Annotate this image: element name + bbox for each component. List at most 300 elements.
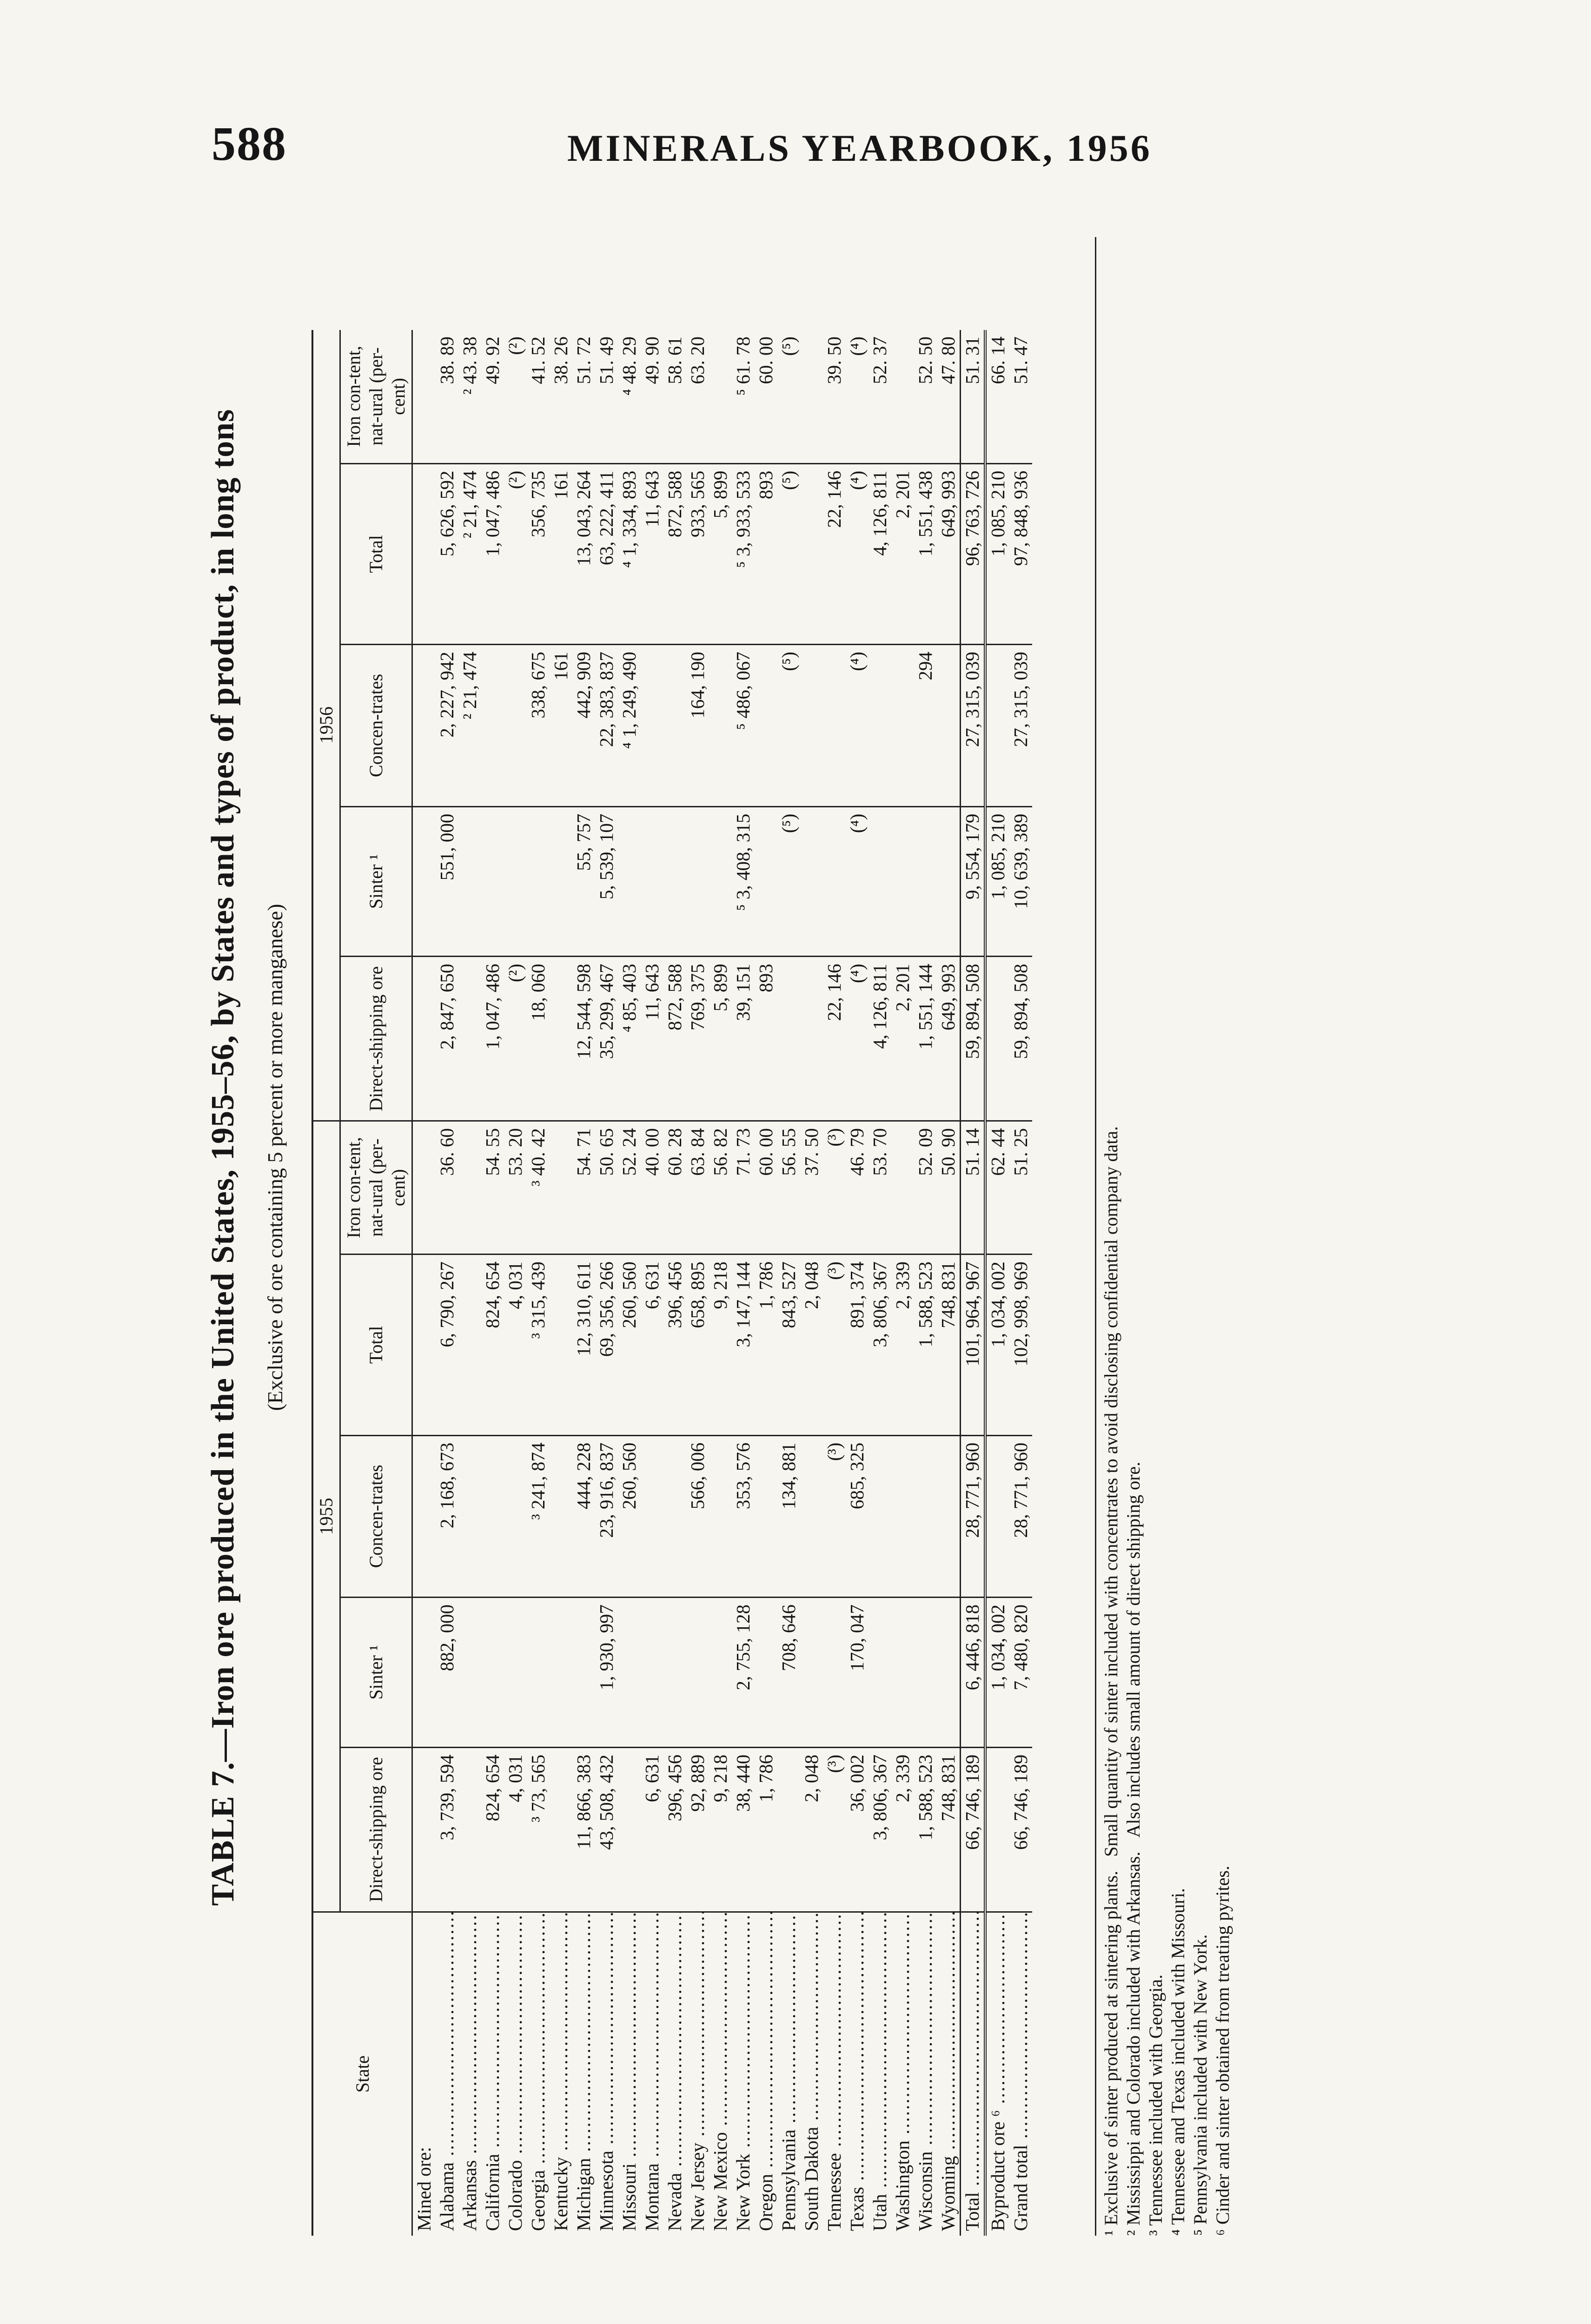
- table-row-south-dakota: [800, 330, 823, 2236]
- cell-concentrates-1955: [937, 1435, 961, 1597]
- cell-concentrates-1956: 442, 909: [572, 645, 595, 806]
- cell-sinter-1955: [550, 1598, 572, 1748]
- cell-total-1955: 824, 654: [481, 1254, 504, 1435]
- cell-concentrates-1955: 353, 576: [732, 1435, 755, 1597]
- cell-direct-shipping-1956: [458, 957, 481, 1121]
- table-row-byproduct-ore: [985, 330, 1009, 2236]
- cell-iron-content-1955: 54. 71: [572, 1121, 595, 1254]
- cell-total-1955: 2, 339: [891, 1254, 914, 1435]
- cell-concentrates-1956: (⁴): [846, 645, 868, 806]
- cell-concentrates-1955: 28, 771, 960: [1009, 1435, 1032, 1597]
- cell-total-1955: 396, 456: [663, 1254, 686, 1435]
- row-label: Wisconsin .....: [915, 1912, 936, 2231]
- page-number: 588: [212, 117, 287, 171]
- cell-total-1956: 63, 222, 411: [595, 463, 618, 644]
- cell-total-1955: 3, 806, 367: [868, 1254, 891, 1435]
- cell-iron-content-1956: 51. 49: [595, 330, 618, 463]
- cell-concentrates-1955: [504, 1435, 527, 1597]
- cell-direct-shipping-1955: 92, 889: [686, 1747, 709, 1912]
- row-label: Utah .....: [869, 1912, 890, 2231]
- cell-concentrates-1955: [663, 1435, 686, 1597]
- cell-direct-shipping-1955: 11, 866, 383: [572, 1747, 595, 1912]
- cell-iron-content-1956: ⁵ 61. 78: [732, 330, 755, 463]
- col-header-iron-content-1955: Iron con-tent, nat-ural (per-cent): [340, 1121, 412, 1254]
- cell-direct-shipping-1955: 36, 002: [846, 1747, 868, 1912]
- cell-direct-shipping-1955: (³): [823, 1747, 846, 1912]
- cell-total-1956: 5, 899: [709, 463, 732, 644]
- row-label: Oregon .....: [755, 1912, 776, 2231]
- table-subtitle: (Exclusive of ore containing 5 percent or more manganese): [263, 904, 287, 1411]
- cell-total-1955: 102, 998, 969: [1009, 1254, 1032, 1435]
- cell-sinter-1956: [641, 806, 663, 957]
- footnote-4: ⁴ Tennessee and Texas included with Missouri.: [1167, 1888, 1188, 2236]
- cell-total-1956: 4, 126, 811: [868, 463, 891, 644]
- cell-total-1955: 6, 631: [641, 1254, 663, 1435]
- row-label: Total .....: [961, 1912, 983, 2231]
- cell-concentrates-1955: 134, 881: [777, 1435, 800, 1597]
- cell-total-1956: (²): [504, 463, 527, 644]
- cell-sinter-1956: [937, 806, 961, 957]
- cell-sinter-1956: [550, 806, 572, 957]
- cell-iron-content-1955: 71. 73: [732, 1121, 755, 1254]
- cell-total-1955: 1, 588, 523: [914, 1254, 937, 1435]
- cell-iron-content-1956: [709, 330, 732, 463]
- cell-sinter-1956: [755, 806, 777, 957]
- cell-sinter-1955: [686, 1598, 709, 1748]
- cell-total-1956: ⁵ 3, 933, 533: [732, 463, 755, 644]
- cell-concentrates-1956: [891, 645, 914, 806]
- cell-total-1956: 872, 588: [663, 463, 686, 644]
- cell-iron-content-1956: ⁴ 48. 29: [618, 330, 641, 463]
- cell-concentrates-1956: [800, 645, 823, 806]
- cell-total-1956: 161: [550, 463, 572, 644]
- cell-iron-content-1955: (³): [823, 1121, 846, 1254]
- cell-sinter-1956: [618, 806, 641, 957]
- cell-concentrates-1956: [504, 645, 527, 806]
- cell-concentrates-1955: [709, 1435, 732, 1597]
- cell-total-1956: 96, 763, 726: [961, 463, 986, 644]
- cell-concentrates-1955: [891, 1435, 914, 1597]
- cell-total-1956: [800, 463, 823, 644]
- cell-sinter-1955: [800, 1598, 823, 1748]
- cell-direct-shipping-1955: 824, 654: [481, 1747, 504, 1912]
- table-row-new-york: [732, 330, 755, 2236]
- row-label: Grand total .....: [1010, 1912, 1031, 2231]
- cell-sinter-1955: [823, 1598, 846, 1748]
- cell-sinter-1955: [891, 1598, 914, 1748]
- cell-direct-shipping-1955: 6, 631: [641, 1747, 663, 1912]
- cell-sinter-1955: 7, 480, 820: [1009, 1598, 1032, 1748]
- cell-sinter-1956: ⁵ 3, 408, 315: [732, 806, 755, 957]
- row-label: Texas .....: [846, 1912, 868, 2231]
- cell-direct-shipping-1956: 5, 899: [709, 957, 732, 1121]
- row-label: Wyoming .....: [937, 1912, 959, 2231]
- cell-concentrates-1956: (⁵): [777, 645, 800, 806]
- cell-total-1955: 1, 034, 002: [985, 1254, 1009, 1435]
- cell-iron-content-1956: 52. 37: [868, 330, 891, 463]
- cell-sinter-1955: [914, 1598, 937, 1748]
- cell-concentrates-1956: [481, 645, 504, 806]
- cell-direct-shipping-1955: 3, 806, 367: [868, 1747, 891, 1912]
- cell-iron-content-1955: ³ 40. 42: [527, 1121, 550, 1254]
- cell-concentrates-1955: [800, 1435, 823, 1597]
- col-header-sinter-1956: Sinter ¹: [340, 806, 412, 957]
- cell-iron-content-1955: 36. 60: [436, 1121, 458, 1254]
- cell-sinter-1956: [891, 806, 914, 957]
- cell-total-1956: 11, 643: [641, 463, 663, 644]
- row-label: Michigan .....: [573, 1912, 594, 2231]
- col-header-direct-shipping-1956: Direct-shipping ore: [340, 957, 412, 1121]
- cell-sinter-1956: (⁵): [777, 806, 800, 957]
- table-row-california: [481, 330, 504, 2236]
- cell-total-1955: 9, 218: [709, 1254, 732, 1435]
- cell-sinter-1956: 10, 639, 389: [1009, 806, 1032, 957]
- cell-total-1955: 891, 374: [846, 1254, 868, 1435]
- cell-direct-shipping-1955: 43, 508, 432: [595, 1747, 618, 1912]
- cell-concentrates-1956: [641, 645, 663, 806]
- cell-concentrates-1955: [914, 1435, 937, 1597]
- cell-total-1956: 933, 565: [686, 463, 709, 644]
- cell-sinter-1956: [481, 806, 504, 957]
- cell-direct-shipping-1955: [777, 1747, 800, 1912]
- cell-concentrates-1955: 23, 916, 837: [595, 1435, 618, 1597]
- cell-iron-content-1956: 66. 14: [985, 330, 1009, 463]
- cell-direct-shipping-1956: 1, 551, 144: [914, 957, 937, 1121]
- cell-concentrates-1956: ² 21, 474: [458, 645, 481, 806]
- cell-direct-shipping-1956: 893: [755, 957, 777, 1121]
- row-label: Washington .....: [892, 1912, 913, 2231]
- cell-direct-shipping-1956: 59, 894, 508: [1009, 957, 1032, 1121]
- cell-concentrates-1956: ⁴ 1, 249, 490: [618, 645, 641, 806]
- cell-direct-shipping-1955: 38, 440: [732, 1747, 755, 1912]
- section-label-mined-ore: Mined ore:: [413, 2146, 435, 2231]
- cell-iron-content-1955: 62. 44: [985, 1121, 1009, 1254]
- cell-concentrates-1955: 28, 771, 960: [961, 1435, 986, 1597]
- cell-direct-shipping-1955: ³ 73, 565: [527, 1747, 550, 1912]
- stub-header: State: [312, 1912, 412, 2236]
- row-label: New York .....: [732, 1912, 754, 2231]
- row-label: Pennsylvania .....: [778, 1912, 799, 2231]
- cell-iron-content-1955: 51. 25: [1009, 1121, 1032, 1254]
- cell-direct-shipping-1955: 396, 456: [663, 1747, 686, 1912]
- cell-concentrates-1956: 161: [550, 645, 572, 806]
- table-title: TABLE 7.—Iron ore produced in the United States, 1955–56, by States and types of product, in long tons: [205, 409, 241, 1906]
- col-header-total-1956: Total: [340, 463, 412, 644]
- cell-total-1956: 1, 551, 438: [914, 463, 937, 644]
- cell-concentrates-1956: 294: [914, 645, 937, 806]
- cell-sinter-1956: [686, 806, 709, 957]
- iron-ore-table: [312, 330, 1032, 2236]
- cell-iron-content-1955: 60. 28: [663, 1121, 686, 1254]
- cell-iron-content-1955: 46. 79: [846, 1121, 868, 1254]
- cell-direct-shipping-1956: 2, 201: [891, 957, 914, 1121]
- cell-iron-content-1955: 52. 24: [618, 1121, 641, 1254]
- cell-sinter-1955: [663, 1598, 686, 1748]
- table-row-michigan: [572, 330, 595, 2236]
- cell-total-1955: 843, 527: [777, 1254, 800, 1435]
- cell-direct-shipping-1956: 2, 847, 650: [436, 957, 458, 1121]
- row-label: Arkansas .....: [459, 1912, 480, 2231]
- table-row-montana: [641, 330, 663, 2236]
- cell-total-1955: [458, 1254, 481, 1435]
- cell-total-1955: 4, 031: [504, 1254, 527, 1435]
- cell-sinter-1955: [641, 1598, 663, 1748]
- cell-iron-content-1955: 56. 55: [777, 1121, 800, 1254]
- row-label: Alabama .....: [436, 1912, 457, 2231]
- cell-total-1955: ³ 315, 439: [527, 1254, 550, 1435]
- cell-iron-content-1956: 51. 47: [1009, 330, 1032, 463]
- cell-sinter-1956: [458, 806, 481, 957]
- cell-concentrates-1955: 566, 006: [686, 1435, 709, 1597]
- cell-direct-shipping-1955: [618, 1747, 641, 1912]
- cell-concentrates-1956: [709, 645, 732, 806]
- cell-total-1956: 1, 085, 210: [985, 463, 1009, 644]
- table-row-oregon: [755, 330, 777, 2236]
- cell-concentrates-1956: 27, 315, 039: [1009, 645, 1032, 806]
- table-row-wyoming: [937, 330, 961, 2236]
- cell-sinter-1955: [709, 1598, 732, 1748]
- table-row-utah: [868, 330, 891, 2236]
- cell-total-1956: ⁴ 1, 334, 893: [618, 463, 641, 644]
- cell-total-1956: ² 21, 474: [458, 463, 481, 644]
- cell-direct-shipping-1956: [777, 957, 800, 1121]
- cell-sinter-1955: 882, 000: [436, 1598, 458, 1748]
- cell-total-1955: 101, 964, 967: [961, 1254, 986, 1435]
- col-header-total-1955: Total: [340, 1254, 412, 1435]
- cell-iron-content-1955: 54. 55: [481, 1121, 504, 1254]
- cell-total-1955: 748, 831: [937, 1254, 961, 1435]
- cell-iron-content-1955: 63. 84: [686, 1121, 709, 1254]
- cell-direct-shipping-1955: 1, 588, 523: [914, 1747, 937, 1912]
- cell-total-1955: 260, 560: [618, 1254, 641, 1435]
- cell-iron-content-1955: [458, 1121, 481, 1254]
- cell-sinter-1955: 6, 446, 818: [961, 1598, 986, 1748]
- cell-sinter-1955: [937, 1598, 961, 1748]
- cell-direct-shipping-1956: [985, 957, 1009, 1121]
- cell-iron-content-1956: 58. 61: [663, 330, 686, 463]
- cell-iron-content-1956: 47. 80: [937, 330, 961, 463]
- rotated-table-page: [186, 42, 1279, 2273]
- row-label: Kentucky .....: [550, 1912, 571, 2231]
- table-row-colorado: [504, 330, 527, 2236]
- cell-sinter-1955: [618, 1598, 641, 1748]
- cell-direct-shipping-1956: 649, 993: [937, 957, 961, 1121]
- cell-iron-content-1955: [891, 1121, 914, 1254]
- cell-iron-content-1956: [800, 330, 823, 463]
- footnote-3: ³ Tennessee included with Georgia.: [1145, 1974, 1166, 2236]
- cell-concentrates-1955: 685, 325: [846, 1435, 868, 1597]
- row-label: South Dakota .....: [801, 1912, 822, 2231]
- cell-total-1956: 2, 201: [891, 463, 914, 644]
- cell-direct-shipping-1955: 2, 048: [800, 1747, 823, 1912]
- cell-concentrates-1956: [937, 645, 961, 806]
- table-row-new-mexico: [709, 330, 732, 2236]
- row-label: New Mexico .....: [709, 1912, 731, 2231]
- cell-iron-content-1955: 60. 00: [755, 1121, 777, 1254]
- row-label: Missouri .....: [618, 1912, 640, 2231]
- cell-sinter-1955: 1, 930, 997: [595, 1598, 618, 1748]
- year-header-1956: 1956: [312, 330, 340, 1121]
- cell-iron-content-1956: (⁴): [846, 330, 868, 463]
- cell-direct-shipping-1956: ⁴ 85, 403: [618, 957, 641, 1121]
- footnote-2-continued: Also includes small amount of direct shipping ore.: [1123, 1461, 1144, 1838]
- cell-iron-content-1956: 63. 20: [686, 330, 709, 463]
- cell-sinter-1956: [800, 806, 823, 957]
- cell-iron-content-1956: ² 43. 38: [458, 330, 481, 463]
- cell-total-1955: (³): [823, 1254, 846, 1435]
- cell-concentrates-1956: 22, 383, 837: [595, 645, 618, 806]
- cell-concentrates-1956: [755, 645, 777, 806]
- cell-concentrates-1955: [481, 1435, 504, 1597]
- cell-sinter-1955: [527, 1598, 550, 1748]
- cell-direct-shipping-1956: 1, 047, 486: [481, 957, 504, 1121]
- cell-total-1956: (⁵): [777, 463, 800, 644]
- cell-iron-content-1955: 40. 00: [641, 1121, 663, 1254]
- cell-concentrates-1956: 27, 315, 039: [961, 645, 986, 806]
- cell-sinter-1956: 9, 554, 179: [961, 806, 986, 957]
- row-label: Tennessee .....: [823, 1912, 845, 2231]
- cell-sinter-1955: 170, 047: [846, 1598, 868, 1748]
- cell-iron-content-1955: 53. 70: [868, 1121, 891, 1254]
- cell-concentrates-1955: [550, 1435, 572, 1597]
- cell-direct-shipping-1955: 66, 746, 189: [961, 1747, 986, 1912]
- cell-total-1956: 22, 146: [823, 463, 846, 644]
- table-row-total: [961, 330, 986, 2236]
- cell-total-1956: 97, 848, 936: [1009, 463, 1032, 644]
- row-label: Byproduct ore ⁶ .....: [987, 1912, 1008, 2231]
- cell-iron-content-1956: 51. 72: [572, 330, 595, 463]
- cell-sinter-1956: [527, 806, 550, 957]
- cell-sinter-1955: 1, 034, 002: [985, 1598, 1009, 1748]
- cell-iron-content-1955: 52. 09: [914, 1121, 937, 1254]
- cell-sinter-1956: 55, 757: [572, 806, 595, 957]
- cell-concentrates-1956: [868, 645, 891, 806]
- cell-iron-content-1956: 52. 50: [914, 330, 937, 463]
- cell-direct-shipping-1955: 3, 739, 594: [436, 1747, 458, 1912]
- cell-concentrates-1956: ⁵ 486, 067: [732, 645, 755, 806]
- cell-sinter-1955: [458, 1598, 481, 1748]
- cell-sinter-1956: [868, 806, 891, 957]
- cell-iron-content-1955: 56. 82: [709, 1121, 732, 1254]
- cell-total-1955: 6, 790, 267: [436, 1254, 458, 1435]
- cell-iron-content-1956: 60. 00: [755, 330, 777, 463]
- table-row-wisconsin: [914, 330, 937, 2236]
- row-label: Montana .....: [641, 1912, 663, 2231]
- table-row-grand-total: [1009, 330, 1032, 2236]
- cell-iron-content-1955: [550, 1121, 572, 1254]
- cell-direct-shipping-1956: 35, 299, 467: [595, 957, 618, 1121]
- cell-sinter-1955: [504, 1598, 527, 1748]
- cell-total-1956: 13, 043, 264: [572, 463, 595, 644]
- cell-concentrates-1956: [985, 645, 1009, 806]
- cell-concentrates-1955: [755, 1435, 777, 1597]
- col-header-direct-shipping-1955: Direct-shipping ore: [340, 1747, 412, 1912]
- cell-total-1955: 658, 895: [686, 1254, 709, 1435]
- cell-sinter-1956: [504, 806, 527, 957]
- cell-direct-shipping-1956: 18, 060: [527, 957, 550, 1121]
- col-header-concentrates-1956: Concen-trates: [340, 645, 412, 806]
- footnote-1-continued: Small quantity of sinter included with concentrates to avoid disclosing confidential company data.: [1100, 1126, 1121, 1857]
- cell-concentrates-1955: [458, 1435, 481, 1597]
- cell-direct-shipping-1956: 59, 894, 508: [961, 957, 986, 1121]
- cell-concentrates-1956: [663, 645, 686, 806]
- cell-total-1955: 3, 147, 144: [732, 1254, 755, 1435]
- cell-direct-shipping-1955: 9, 218: [709, 1747, 732, 1912]
- cell-iron-content-1955: 37. 50: [800, 1121, 823, 1254]
- cell-sinter-1956: (⁴): [846, 806, 868, 957]
- row-label: Georgia .....: [527, 1912, 549, 2231]
- table-row-washington: [891, 330, 914, 2236]
- table-row-alabama: [436, 330, 458, 2236]
- cell-direct-shipping-1956: (⁴): [846, 957, 868, 1121]
- table-row-georgia: [527, 330, 550, 2236]
- cell-sinter-1955: [868, 1598, 891, 1748]
- footnote-6: ⁶ Cinder and sinter obtained from treating pyrites.: [1212, 1866, 1233, 2236]
- table-row-minnesota: [595, 330, 618, 2236]
- cell-concentrates-1956: [823, 645, 846, 806]
- cell-direct-shipping-1955: 4, 031: [504, 1747, 527, 1912]
- footnote-1: ¹ Exclusive of sinter produced at sintering plants.: [1100, 1870, 1121, 2236]
- cell-iron-content-1956: 39. 50: [823, 330, 846, 463]
- cell-total-1955: [550, 1254, 572, 1435]
- cell-sinter-1955: [755, 1598, 777, 1748]
- cell-direct-shipping-1955: 2, 339: [891, 1747, 914, 1912]
- row-label: California .....: [482, 1912, 503, 2231]
- cell-total-1955: 1, 786: [755, 1254, 777, 1435]
- col-header-iron-content-1956: Iron con-tent, nat-ural (per-cent): [340, 330, 412, 463]
- cell-concentrates-1955: (³): [823, 1435, 846, 1597]
- cell-sinter-1955: [572, 1598, 595, 1748]
- cell-direct-shipping-1955: 748, 831: [937, 1747, 961, 1912]
- cell-total-1956: 5, 626, 592: [436, 463, 458, 644]
- cell-sinter-1955: 2, 755, 128: [732, 1598, 755, 1748]
- year-header-1955: 1955: [312, 1121, 340, 1912]
- table-row-tennessee: [823, 330, 846, 2236]
- cell-concentrates-1956: 164, 190: [686, 645, 709, 806]
- table-row-arkansas: [458, 330, 481, 2236]
- cell-concentrates-1955: [868, 1435, 891, 1597]
- cell-total-1956: 1, 047, 486: [481, 463, 504, 644]
- cell-direct-shipping-1955: [985, 1747, 1009, 1912]
- cell-total-1955: 12, 310, 611: [572, 1254, 595, 1435]
- cell-sinter-1956: [709, 806, 732, 957]
- cell-iron-content-1956: (²): [504, 330, 527, 463]
- cell-sinter-1956: [663, 806, 686, 957]
- cell-direct-shipping-1956: 22, 146: [823, 957, 846, 1121]
- cell-total-1956: 649, 993: [937, 463, 961, 644]
- running-title: MINERALS YEARBOOK, 1956: [567, 127, 1152, 169]
- footnote-2: ² Mississippi and Colorado included with Arkansas.: [1123, 1851, 1144, 2236]
- cell-iron-content-1955: 50. 65: [595, 1121, 618, 1254]
- cell-direct-shipping-1956: [800, 957, 823, 1121]
- cell-sinter-1955: 708, 646: [777, 1598, 800, 1748]
- cell-direct-shipping-1956: 872, 588: [663, 957, 686, 1121]
- cell-direct-shipping-1956: 769, 375: [686, 957, 709, 1121]
- cell-direct-shipping-1956: 11, 643: [641, 957, 663, 1121]
- cell-concentrates-1955: [641, 1435, 663, 1597]
- cell-iron-content-1956: 49. 90: [641, 330, 663, 463]
- cell-sinter-1956: [823, 806, 846, 957]
- table-row-texas: [846, 330, 868, 2236]
- cell-total-1956: 356, 735: [527, 463, 550, 644]
- table-row-new-jersey: [686, 330, 709, 2236]
- cell-iron-content-1955: 53. 20: [504, 1121, 527, 1254]
- cell-iron-content-1956: 41. 52: [527, 330, 550, 463]
- cell-concentrates-1955: 2, 168, 673: [436, 1435, 458, 1597]
- cell-direct-shipping-1955: [550, 1747, 572, 1912]
- col-header-sinter-1955: Sinter ¹: [340, 1598, 412, 1748]
- cell-sinter-1956: 1, 085, 210: [985, 806, 1009, 957]
